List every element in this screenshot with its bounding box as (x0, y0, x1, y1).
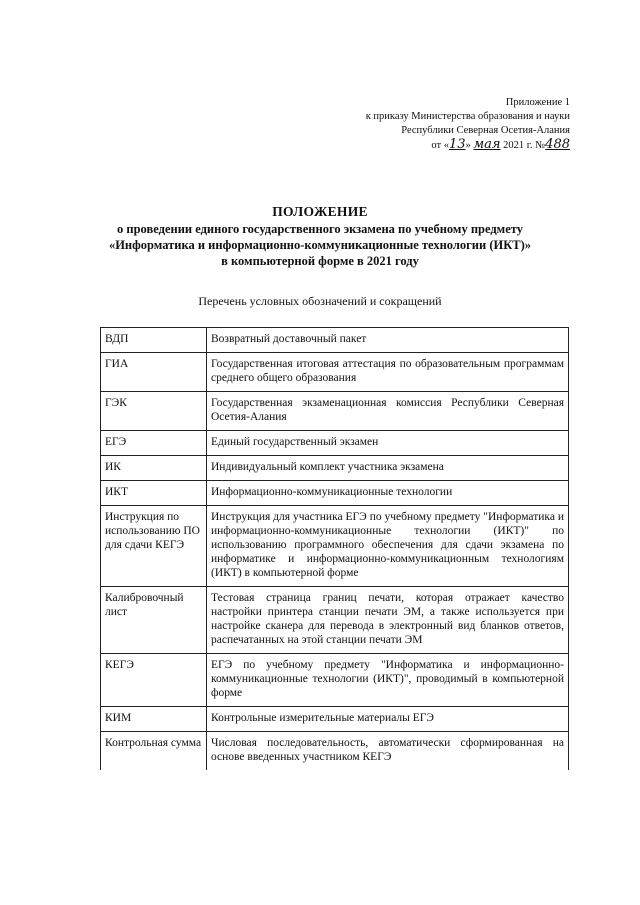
date-month-handwritten: мая (473, 137, 501, 152)
term-cell: ВДП (101, 328, 207, 353)
table-row (101, 431, 569, 456)
table-row (101, 353, 569, 392)
term-cell: Калибровочный лист (101, 587, 207, 654)
term-cell: ИКТ (101, 481, 207, 506)
order-number-handwritten: 488 (545, 137, 570, 152)
definition-cell: Информационно-коммуникационные технологии (207, 481, 569, 506)
table-row (101, 732, 569, 771)
table-row (101, 587, 569, 654)
definition-cell: Числовая последовательность, автоматически сформированная на основе введенных участником КЕГЭ (207, 732, 569, 771)
definition-cell: Тестовая страница границ печати, которая отражает качество настройки принтера станции печати ЭМ, а также используется при настройке сканера для перевода в электронный вид бланков ответов, распечатанных на этой станции печати ЭМ (207, 587, 569, 654)
term-cell: КЕГЭ (101, 654, 207, 707)
date-day-handwritten: 13 (448, 137, 466, 152)
table-row (101, 456, 569, 481)
table-row (101, 506, 569, 587)
definition-cell: Государственная экзаменационная комиссия Республики Северная Осетия-Алания (207, 392, 569, 431)
appendix-line-3: Республики Северная Осетия-Алания (401, 125, 570, 136)
appendix-header (366, 96, 570, 153)
term-cell: ГИА (101, 353, 207, 392)
table-row (101, 654, 569, 707)
table-row (101, 481, 569, 506)
definition-cell: Государственная итоговая аттестация по образовательным программам среднего общего образования (207, 353, 569, 392)
definition-cell: Контрольные измерительные материалы ЕГЭ (207, 707, 569, 732)
abbreviations-heading: Перечень условных обозначений и сокращений (198, 294, 442, 308)
appendix-line-2: к приказу Министерства образования и науки (365, 111, 570, 122)
title-line-3: в компьютерной форме в 2021 году (221, 254, 419, 268)
date-mid: » (465, 140, 474, 151)
table-row (101, 392, 569, 431)
date-year: 2021 г. № (500, 140, 546, 151)
definition-cell: Индивидуальный комплект участника экзамена (207, 456, 569, 481)
term-cell: ЕГЭ (101, 431, 207, 456)
definition-cell: Инструкция для участника ЕГЭ по учебному предмету "Информатика и информационно-коммуникационные технологии (ИКТ)" по использованию программного обеспечения для сдачи экзамена по информатике и информационно-коммуникационным технологиям (ИКТ) в компьютерной форме (207, 506, 569, 587)
term-cell: ГЭК (101, 392, 207, 431)
appendix-line-1: Приложение 1 (505, 97, 570, 108)
term-cell: ИК (101, 456, 207, 481)
title-line-2: «Информатика и информационно-коммуникационные технологии (ИКТ)» (108, 238, 532, 252)
term-cell: Контрольная сумма (101, 732, 207, 771)
definition-cell: Возвратный доставочный пакет (207, 328, 569, 353)
table-row (101, 707, 569, 732)
title-line-1: о проведении единого государственного экзамена по учебному предмету (117, 222, 523, 236)
table-row (101, 328, 569, 353)
title-heading: ПОЛОЖЕНИЕ (272, 204, 368, 219)
term-cell: КИМ (101, 707, 207, 732)
definition-cell: Единый государственный экзамен (207, 431, 569, 456)
term-cell: Инструкция по использованию ПО для сдачи КЕГЭ (101, 506, 207, 587)
date-prefix: от « (431, 140, 449, 151)
appendix-date-line (366, 138, 570, 153)
document-title (0, 204, 640, 269)
abbreviations-table (100, 327, 569, 770)
definition-cell: ЕГЭ по учебному предмету "Информатика и информационно-коммуникационные технологии (ИКТ)", проводимый в компьютерной форме (207, 654, 569, 707)
